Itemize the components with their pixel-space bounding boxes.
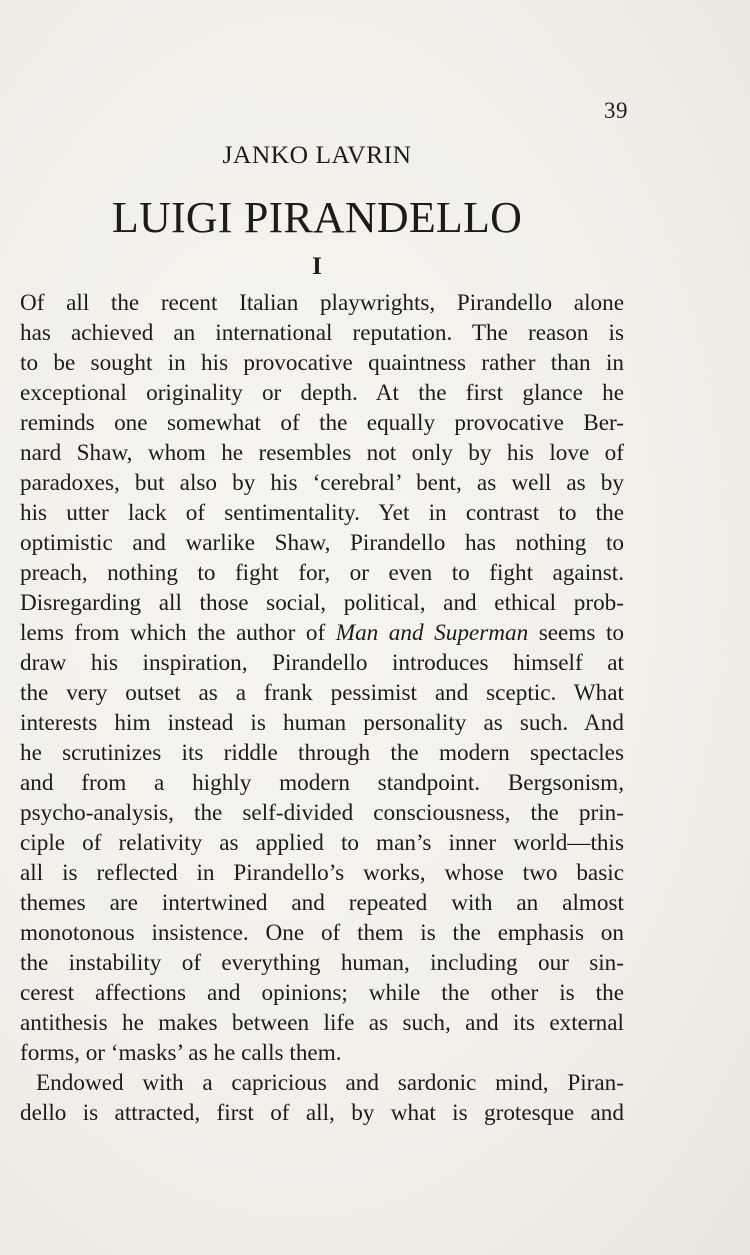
text-line: ciple of relativity as applied to man’s inner world—this <box>20 830 624 856</box>
text-line: antithesis he makes between life as such, and its external <box>20 1010 624 1036</box>
text-line: the instability of everything human, including our sin- <box>20 950 624 976</box>
text-line: exceptional originality or depth. At the first glance he <box>20 380 624 406</box>
text-line: themes are intertwined and repeated with an almost <box>20 890 624 916</box>
text-line: psycho-analysis, the self-divided consciousness, the prin- <box>20 800 624 826</box>
text-line: his utter lack of sentimentality. Yet in contrast to the <box>20 500 624 526</box>
article-title: LUIGI PIRANDELLO <box>111 193 523 242</box>
text-line: nard Shaw, whom he resembles not only by his love of <box>20 440 624 466</box>
text-line: interests him instead is human personality as such. And <box>20 710 624 736</box>
text-line: optimistic and warlike Shaw, Pirandello has nothing to <box>20 530 624 556</box>
page-number: 39 <box>604 98 628 123</box>
text-line-with-italic <box>20 618 624 648</box>
text-line: all is reflected in Pirandello’s works, whose two basic <box>20 860 624 886</box>
text-line: Disregarding all those social, political, and ethical prob- <box>20 590 624 616</box>
section-numeral: I <box>312 253 322 280</box>
text-line: paradoxes, but also by his ‘cerebral’ bent, as well as by <box>20 470 624 496</box>
text-line: dello is attracted, first of all, by what is grotesque and <box>20 1100 624 1126</box>
text-line: draw his inspiration, Pirandello introduces himself at <box>20 650 624 676</box>
text-line: Endowed with a capricious and sardonic mind, Piran- <box>36 1070 624 1096</box>
italic-work-title: Man and Superman <box>335 620 529 646</box>
text-line: he scrutinizes its riddle through the modern spectacles <box>20 740 624 766</box>
author-name: JANKO LAVRIN <box>222 140 412 169</box>
text-line: Of all the recent Italian playwrights, Pirandello alone <box>20 290 624 316</box>
text-segment: seems to <box>528 620 624 646</box>
text-segment: lems from which the author of <box>20 620 336 646</box>
text-line: preach, nothing to fight for, or even to fight against. <box>20 560 624 586</box>
text-line: and from a highly modern standpoint. Bergsonism, <box>20 770 624 796</box>
text-line: to be sought in his provocative quaintness rather than in <box>20 350 624 376</box>
text-line: cerest affections and opinions; while the other is the <box>20 980 624 1006</box>
text-line: reminds one somewhat of the equally provocative Ber- <box>20 410 624 436</box>
text-line: monotonous insistence. One of them is the emphasis on <box>20 920 624 946</box>
paragraph-2 <box>20 1068 624 1128</box>
text-line: forms, or ‘masks’ as he calls them. <box>20 1040 342 1066</box>
text-line: the very outset as a frank pessimist and sceptic. What <box>20 680 624 706</box>
text-line: has achieved an international reputation. The reason is <box>20 320 624 346</box>
paragraph-1 <box>20 288 624 1068</box>
